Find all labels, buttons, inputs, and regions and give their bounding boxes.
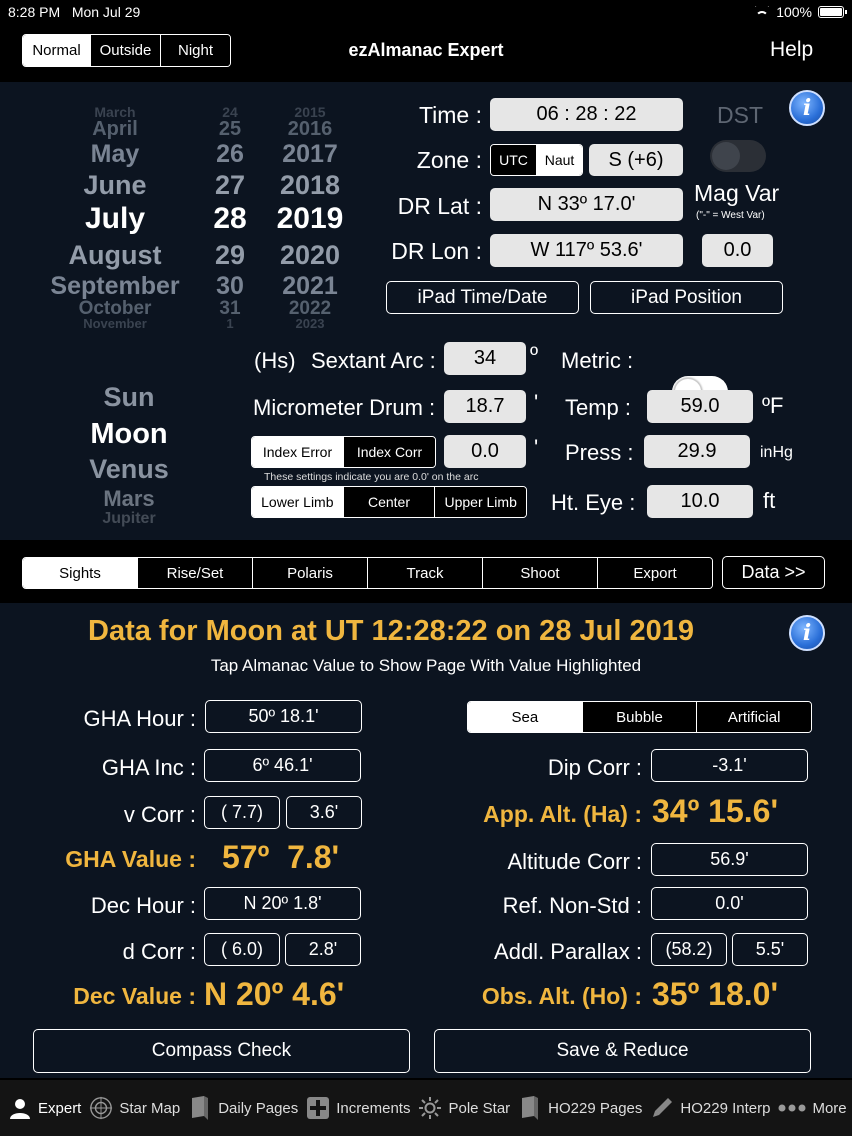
status-right (754, 4, 844, 20)
dst-toggle[interactable] (710, 140, 766, 172)
ref-non-std-label: Ref. Non-Std : (502, 893, 642, 918)
altitude-corr-value[interactable]: 56.9' (651, 843, 808, 876)
picker-day: 27 (214, 170, 246, 200)
limb-control[interactable] (251, 486, 527, 518)
picker-body: Mars (103, 486, 155, 511)
tab-label: Star Map (119, 1099, 181, 1117)
gha-value-label: GHA Value : (65, 846, 196, 872)
tab-daily-pages[interactable] (188, 1096, 298, 1120)
tab-label: Pole Star (448, 1099, 511, 1117)
index-corr[interactable]: Index Corr (344, 437, 435, 467)
picker-year: 2023 (295, 316, 325, 331)
battery-percent: 100% (776, 4, 812, 20)
results-panel (0, 603, 852, 1078)
d-corr-coefficient[interactable]: ( 6.0) (204, 933, 280, 966)
mag-var-field[interactable]: 0.0 (702, 234, 773, 267)
zone-naut[interactable]: Naut (537, 145, 582, 175)
index-mode-control[interactable] (251, 436, 436, 468)
dip-corr-label: Dip Corr : (547, 755, 642, 780)
plus-icon (306, 1096, 330, 1120)
picker-year: 2020 (279, 240, 341, 270)
v-corr-coefficient[interactable]: ( 7.7) (204, 796, 280, 829)
results-subtitle: Tap Almanac Value to Show Page With Value Highlighted (210, 656, 642, 675)
ipad-position-button[interactable]: iPad Position (590, 281, 783, 314)
dip-corr-value[interactable]: -3.1' (651, 749, 808, 782)
picker-day-selected: 28 (213, 202, 247, 235)
save-reduce-button[interactable]: Save & Reduce (434, 1029, 811, 1073)
info-icon[interactable]: i (789, 615, 825, 651)
dr-lon-field[interactable]: W 117º 53.6' (490, 234, 683, 267)
mode-night[interactable]: Night (161, 35, 230, 66)
picker-year-selected: 2019 (276, 202, 344, 235)
picker-body-selected: Moon (90, 418, 168, 450)
dec-hour-value[interactable]: N 20º 1.8' (204, 887, 361, 920)
gha-inc-label: GHA Inc : (101, 755, 196, 780)
gha-inc-value[interactable]: 6º 46.1' (204, 749, 361, 782)
tab-star-map[interactable] (89, 1096, 180, 1120)
more-icon (778, 1096, 806, 1120)
wifi-icon (754, 6, 770, 18)
book-icon (188, 1096, 212, 1120)
picker-day: 25 (218, 118, 242, 140)
tab-more[interactable] (778, 1096, 846, 1120)
gha-value[interactable]: 57º 7.8' (222, 839, 340, 875)
ref-non-std-value[interactable]: 0.0' (651, 887, 808, 920)
zone-utc[interactable]: UTC (491, 145, 537, 175)
temp-label: Temp : (565, 395, 632, 420)
display-mode-control[interactable] (22, 34, 231, 67)
ipad-time-date-button[interactable]: iPad Time/Date (386, 281, 579, 314)
horizon-sea[interactable]: Sea (468, 702, 583, 732)
tab-label: Daily Pages (218, 1099, 299, 1117)
dec-value[interactable]: N 20º 4.6' (204, 976, 345, 1012)
mode-outside[interactable]: Outside (91, 35, 161, 66)
press-unit: inHg (760, 444, 793, 461)
horizon-control[interactable] (467, 701, 812, 733)
tab-increments[interactable] (306, 1096, 410, 1120)
zone-label: Zone : (416, 147, 482, 173)
app-title: ezAlmanac Expert (348, 40, 504, 60)
gha-hour-label: GHA Hour : (83, 706, 196, 731)
index-error[interactable]: Index Error (252, 437, 344, 467)
gha-hour-value[interactable]: 50º 18.1' (205, 700, 362, 733)
picker-month: October (78, 298, 152, 319)
dst-toggle-knob (712, 142, 740, 170)
addl-parallax-value[interactable]: 5.5' (732, 933, 808, 966)
picker-body: Sun (103, 382, 155, 412)
mag-var-note: ("-" = West Var) (696, 210, 765, 221)
addl-parallax-label: Addl. Parallax : (494, 939, 642, 964)
picker-month: June (83, 170, 147, 200)
ht-eye-label: Ht. Eye : (551, 490, 636, 515)
picker-month: November (83, 316, 147, 331)
help-button[interactable]: Help (770, 38, 814, 61)
press-field[interactable]: 29.9 (644, 435, 750, 468)
tab-ho229-pages[interactable] (518, 1096, 642, 1120)
app-alt-value[interactable]: 34º 15.6' (652, 793, 779, 829)
v-corr-value[interactable]: 3.6' (286, 796, 362, 829)
sextant-arc-field[interactable]: 34 (444, 342, 526, 375)
center[interactable]: Center (344, 487, 436, 517)
time-field[interactable]: 06 : 28 : 22 (490, 98, 683, 131)
mode-normal[interactable]: Normal (23, 35, 91, 66)
input-panel (0, 82, 852, 540)
tab-shoot[interactable]: Shoot (483, 558, 598, 588)
zone-field[interactable]: S (+6) (589, 144, 683, 176)
book-icon (518, 1096, 542, 1120)
pencil-icon (650, 1096, 674, 1120)
picker-year: 2017 (282, 140, 338, 168)
tab-sights[interactable]: Sights (23, 558, 138, 588)
compass-check-button[interactable]: Compass Check (33, 1029, 410, 1073)
horizon-bubble[interactable]: Bubble (583, 702, 698, 732)
person-icon (8, 1096, 32, 1120)
minute-unit: ' (534, 435, 539, 460)
tab-label: HO229 Pages (548, 1099, 643, 1117)
tab-rise-set[interactable]: Rise/Set (138, 558, 253, 588)
press-label: Press : (565, 440, 634, 465)
tab-export[interactable]: Export (598, 558, 712, 588)
date-picker[interactable] (20, 104, 370, 331)
lower-limb[interactable]: Lower Limb (252, 487, 344, 517)
dr-lon-label: DR Lon : (391, 238, 482, 264)
picker-day: 30 (216, 272, 244, 300)
hs-label: (Hs) (254, 348, 296, 373)
sun-icon (418, 1096, 442, 1120)
picker-day: 26 (216, 140, 244, 168)
mag-var-label: Mag Var (694, 180, 780, 206)
picker-day: 1 (226, 316, 234, 331)
picker-day: 31 (219, 298, 241, 319)
info-icon[interactable]: i (789, 90, 825, 126)
picker-year: 2021 (282, 272, 338, 300)
horizon-artificial[interactable]: Artificial (697, 702, 811, 732)
tab-pole-star[interactable] (418, 1096, 510, 1120)
picker-year: 2022 (288, 298, 332, 319)
zone-type-control[interactable] (490, 144, 583, 176)
dst-label: DST (717, 102, 763, 128)
tab-polaris[interactable]: Polaris (253, 558, 368, 588)
altitude-corr-label: Altitude Corr : (507, 849, 642, 874)
obs-alt-label: Obs. Alt. (Ho) : (481, 983, 642, 1009)
sextant-arc-label: Sextant Arc : (311, 348, 436, 373)
picker-body: Jupiter (102, 510, 156, 527)
picker-day: 24 (222, 104, 238, 120)
picker-year: 2015 (294, 104, 326, 120)
tab-label: Increments (336, 1099, 411, 1117)
data-button[interactable]: Data >> (722, 556, 825, 589)
picker-year: 2018 (279, 170, 341, 200)
index-note: These settings indicate you are 0.0' on the arc (264, 471, 479, 483)
picker-year: 2016 (287, 118, 333, 140)
tab-label: HO229 Interp (680, 1099, 771, 1117)
dec-hour-label: Dec Hour : (90, 893, 196, 918)
d-corr-value[interactable]: 2.8' (285, 933, 361, 966)
index-value-field[interactable]: 0.0 (444, 435, 526, 468)
battery-icon (818, 6, 844, 18)
picker-month: August (68, 240, 162, 270)
status-bar (0, 0, 852, 24)
degree-unit: º (530, 342, 539, 367)
tab-expert[interactable] (8, 1096, 81, 1120)
picker-month: April (92, 118, 138, 140)
ht-eye-unit: ft (763, 488, 776, 513)
bottom-tab-bar (0, 1080, 852, 1136)
ht-eye-field[interactable]: 10.0 (647, 485, 753, 518)
picker-month: March (94, 104, 136, 120)
dec-value-label: Dec Value : (73, 983, 196, 1009)
v-corr-label: v Corr : (123, 802, 196, 827)
body-picker[interactable] (40, 382, 218, 532)
metric-label: Metric : (561, 348, 634, 373)
app-alt-label: App. Alt. (Ha) : (483, 801, 642, 827)
dr-lat-label: DR Lat : (397, 193, 482, 219)
tab-label: Expert (38, 1099, 82, 1117)
tab-label: More (812, 1099, 847, 1117)
picker-day: 29 (214, 240, 246, 270)
micrometer-drum-label: Micrometer Drum : (253, 395, 436, 420)
picker-body: Venus (89, 454, 169, 484)
star-map-icon (89, 1096, 113, 1120)
obs-alt-value[interactable]: 35º 18.0' (652, 976, 779, 1012)
upper-limb[interactable]: Upper Limb (435, 487, 526, 517)
minute-unit: ' (534, 390, 539, 415)
temp-unit: ºF (762, 393, 784, 418)
dr-lat-field[interactable]: N 33º 17.0' (490, 188, 683, 221)
function-tabs[interactable] (22, 557, 713, 589)
temp-field[interactable]: 59.0 (647, 390, 753, 423)
picker-month: May (90, 140, 140, 168)
addl-parallax-coefficient[interactable]: (58.2) (651, 933, 727, 966)
picker-month: September (50, 272, 180, 300)
tab-ho229-interp[interactable] (650, 1096, 770, 1120)
status-time: 8:28 PM Mon Jul 29 (8, 4, 141, 20)
tab-track[interactable]: Track (368, 558, 483, 588)
results-title: Data for Moon at UT 12:28:22 on 28 Jul 2019 (88, 615, 694, 647)
picker-month-selected: July (84, 202, 146, 235)
micrometer-drum-field[interactable]: 18.7 (444, 390, 526, 423)
time-label: Time : (418, 102, 482, 128)
d-corr-label: d Corr : (122, 939, 196, 964)
